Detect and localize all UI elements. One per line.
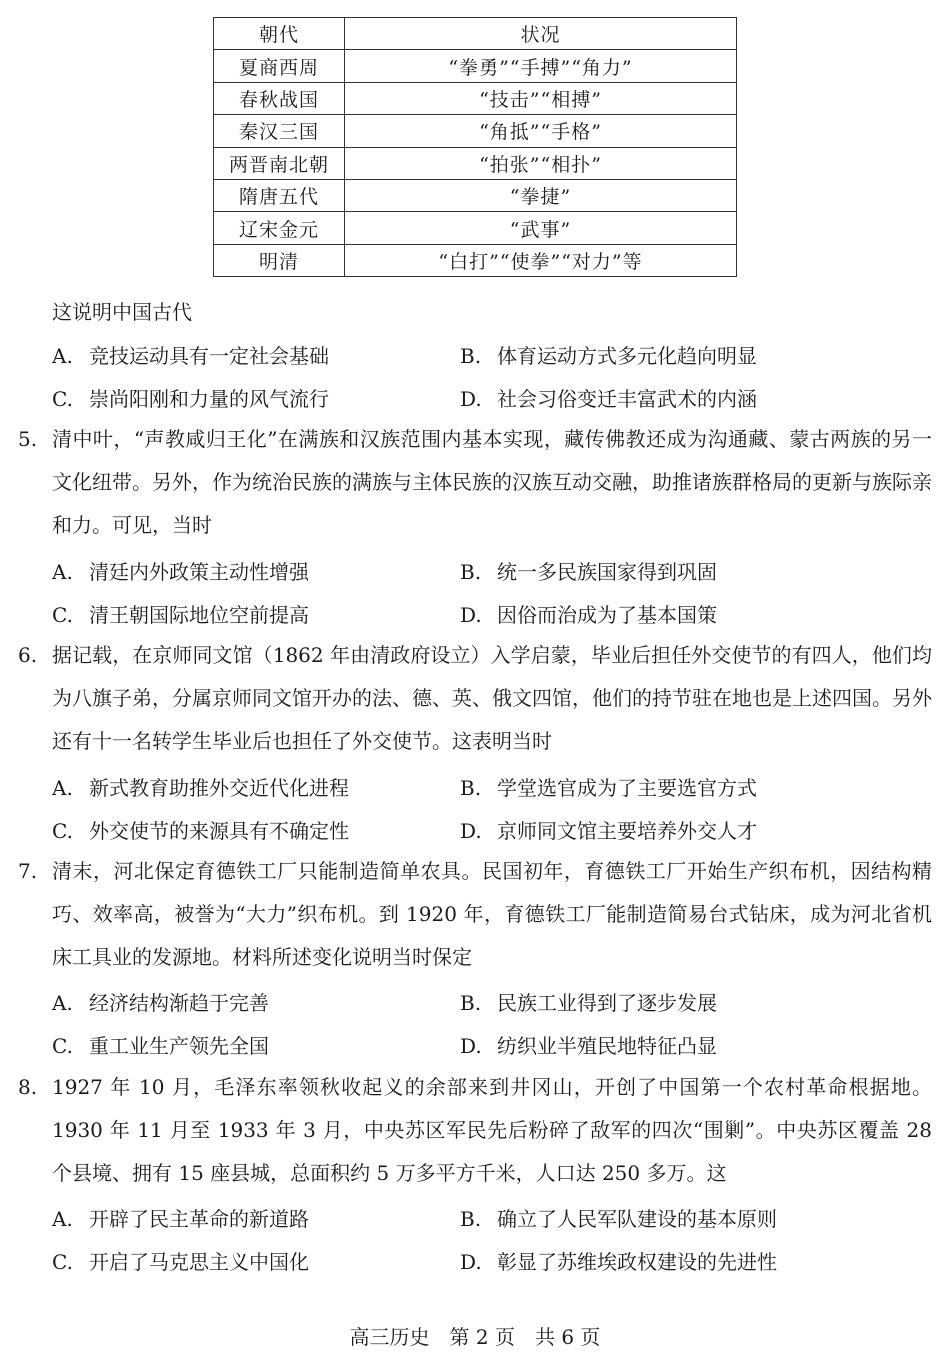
table-cell-status: “拍张”“相扑” <box>345 147 737 179</box>
option-text: 经济结构渐趋于完善 <box>89 991 269 1015</box>
q7-option-a[interactable] <box>52 987 269 1016</box>
option-text: 开辟了民主革命的新道路 <box>89 1207 309 1231</box>
q4-stem-end: 这说明中国古代 <box>52 300 192 324</box>
q8-stem <box>18 1066 932 1195</box>
q4-option-c[interactable] <box>52 383 329 412</box>
table-row <box>214 115 737 147</box>
option-label: C. <box>52 1034 73 1058</box>
option-text: 清廷内外政策主动性增强 <box>89 560 309 584</box>
option-label: D. <box>460 387 482 411</box>
option-text: 外交使节的来源具有不确定性 <box>89 819 349 843</box>
option-label: B. <box>460 991 482 1015</box>
q7-number: 7. <box>18 859 38 883</box>
q4-option-a[interactable] <box>52 340 329 369</box>
q5-option-c[interactable] <box>52 599 309 628</box>
table-cell-status: “拳勇”“手搏”“角力” <box>345 50 737 82</box>
q5-option-b[interactable] <box>460 556 717 585</box>
table-cell-dynasty: 夏商西周 <box>214 50 345 82</box>
option-label: A. <box>52 344 73 368</box>
q6-stem <box>18 634 932 763</box>
option-label: D. <box>460 1034 482 1058</box>
option-text: 社会习俗变迁丰富武术的内涵 <box>497 387 757 411</box>
table-cell-status: “技击”“相搏” <box>345 82 737 114</box>
dynasty-table-grid <box>213 17 737 277</box>
option-label: C. <box>52 1250 73 1274</box>
q6-stem-text: 据记载，在京师同文馆（1862 年由清政府设立）入学启蒙，毕业后担任外交使节的有四人，他们均为八旗子弟，分属京师同文馆开办的法、德、英、俄文四馆，他们的持节驻在地也是上述四国。另外还有十一名转学生毕业后也担任了外交使节。这表明当时 <box>52 643 932 753</box>
q7-stem <box>18 850 932 979</box>
q8-option-d[interactable] <box>460 1246 777 1275</box>
q5-stem <box>18 418 932 547</box>
option-text: 确立了人民军队建设的基本原则 <box>497 1207 777 1231</box>
page-footer: 高三历史 第 2 页 共 6 页 <box>349 1325 601 1349</box>
q4-option-b[interactable] <box>460 340 757 369</box>
option-text: 重工业生产领先全国 <box>89 1034 269 1058</box>
q4-options-row-1 <box>52 340 932 370</box>
q4-option-d[interactable] <box>460 383 757 412</box>
q8-option-a[interactable] <box>52 1203 309 1232</box>
option-label: B. <box>460 776 482 800</box>
q7-option-c[interactable] <box>52 1030 269 1059</box>
option-label: D. <box>460 819 482 843</box>
table-row <box>214 147 737 179</box>
table-cell-status: “武事” <box>345 212 737 244</box>
q8-stem-text: 1927 年 10 月，毛泽东率领秋收起义的余部来到井冈山，开创了中国第一个农村革命根据地。1930 年 11 月至 1933 年 3 月，中央苏区军民先后粉碎了敌军的四次“围剿”。中央苏区覆盖 28 个县境、拥有 15 座县城，总面积约 5 万多平方千米，人口达 250 多万。这 <box>52 1075 932 1185</box>
q8-number: 8. <box>18 1075 38 1099</box>
option-label: A. <box>52 560 73 584</box>
q7-option-b[interactable] <box>460 987 717 1016</box>
option-label: B. <box>460 560 482 584</box>
header-status: 状况 <box>345 18 737 50</box>
q5-stem-text: 清中叶，“声教咸归王化”在满族和汉族范围内基本实现，藏传佛教还成为沟通藏、蒙古两族的另一文化纽带。另外，作为统治民族的满族与主体民族的汉族互动交融，助推诸族群格局的更新与族际亲和力。可见，当时 <box>52 427 932 537</box>
dynasty-table <box>213 17 737 277</box>
table-cell-status: “角抵”“手格” <box>345 115 737 147</box>
q6-options-row-2 <box>52 815 932 845</box>
q8-option-c[interactable] <box>52 1246 309 1275</box>
option-text: 京师同文馆主要培养外交人才 <box>497 819 757 843</box>
table-cell-dynasty: 明清 <box>214 244 345 276</box>
option-text: 纺织业半殖民地特征凸显 <box>497 1034 717 1058</box>
option-text: 统一多民族国家得到巩固 <box>497 560 717 584</box>
q5-option-d[interactable] <box>460 599 717 628</box>
option-text: 因俗而治成为了基本国策 <box>497 603 717 627</box>
table-cell-dynasty: 秦汉三国 <box>214 115 345 147</box>
option-label: B. <box>460 1207 482 1231</box>
q5-option-a[interactable] <box>52 556 309 585</box>
q7-options-row-1 <box>52 987 932 1017</box>
q8-options-row-2 <box>52 1246 932 1276</box>
option-label: C. <box>52 819 73 843</box>
table-row <box>214 50 737 82</box>
option-text: 彰显了苏维埃政权建设的先进性 <box>497 1250 777 1274</box>
q7-stem-text: 清末，河北保定育德铁工厂只能制造简单农具。民国初年，育德铁工厂开始生产织布机，因结构精巧、效率高，被誉为“大力”织布机。到 1920 年，育德铁工厂能制造简易台式钻床，成为河北省机床工具业的发源地。材料所述变化说明当时保定 <box>52 859 932 969</box>
option-label: A. <box>52 1207 73 1231</box>
option-text: 新式教育助推外交近代化进程 <box>89 776 349 800</box>
option-label: A. <box>52 991 73 1015</box>
q6-option-a[interactable] <box>52 772 349 801</box>
table-row <box>214 82 737 114</box>
table-cell-dynasty: 隋唐五代 <box>214 179 345 211</box>
q6-option-b[interactable] <box>460 772 757 801</box>
header-dynasty: 朝代 <box>214 18 345 50</box>
option-text: 清王朝国际地位空前提高 <box>89 603 309 627</box>
q8-option-b[interactable] <box>460 1203 777 1232</box>
option-text: 学堂选官成为了主要选官方式 <box>497 776 757 800</box>
table-row <box>214 244 737 276</box>
table-cell-dynasty: 春秋战国 <box>214 82 345 114</box>
option-text: 开启了马克思主义中国化 <box>89 1250 309 1274</box>
option-text: 体育运动方式多元化趋向明显 <box>497 344 757 368</box>
q6-options-row-1 <box>52 772 932 802</box>
option-label: D. <box>460 1250 482 1274</box>
q6-number: 6. <box>18 643 38 667</box>
option-label: B. <box>460 344 482 368</box>
table-header-row <box>214 18 737 50</box>
q6-option-d[interactable] <box>460 815 757 844</box>
table-row <box>214 179 737 211</box>
q5-options-row-2 <box>52 599 932 629</box>
table-cell-dynasty: 两晋南北朝 <box>214 147 345 179</box>
q7-options-row-2 <box>52 1030 932 1060</box>
table-row <box>214 212 737 244</box>
option-text: 竞技运动具有一定社会基础 <box>89 344 329 368</box>
option-label: A. <box>52 776 73 800</box>
q5-options-row-1 <box>52 556 932 586</box>
option-text: 民族工业得到了逐步发展 <box>497 991 717 1015</box>
option-label: C. <box>52 603 73 627</box>
table-cell-status: “白打”“使拳”“对力”等 <box>345 244 737 276</box>
table-cell-dynasty: 辽宋金元 <box>214 212 345 244</box>
option-label: D. <box>460 603 482 627</box>
q4-options-row-2 <box>52 383 932 413</box>
option-label: C. <box>52 387 73 411</box>
table-cell-status: “拳捷” <box>345 179 737 211</box>
q8-options-row-1 <box>52 1203 932 1233</box>
q5-number: 5. <box>18 427 38 451</box>
q7-option-d[interactable] <box>460 1030 717 1059</box>
option-text: 崇尚阳刚和力量的风气流行 <box>89 387 329 411</box>
q6-option-c[interactable] <box>52 815 349 844</box>
